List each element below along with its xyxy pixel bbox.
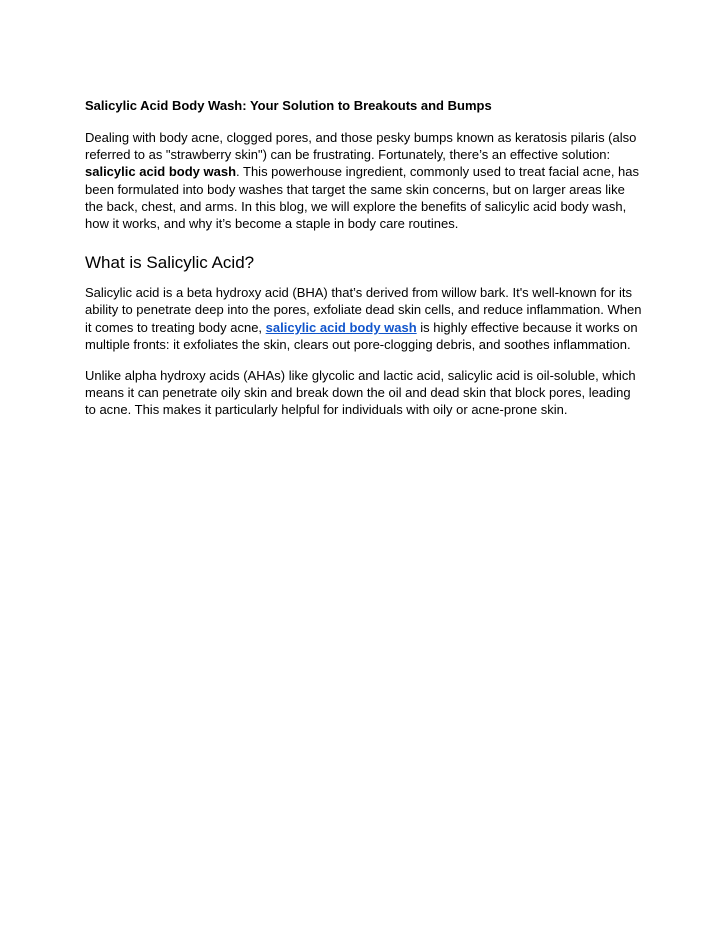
section-p1-text-1: Salicylic acid is a beta hydroxy acid (BHA) that’s derived from willow bark. It's well-known for its ability to penetrate deep into the pores, exfoliate dead skin cells, and reduce inflammation. When it comes to treating body acne, bbox=[85, 285, 642, 335]
intro-paragraph bbox=[85, 129, 642, 232]
intro-bold-term: salicylic acid body wash bbox=[85, 164, 237, 180]
section-heading: What is Salicylic Acid? bbox=[85, 253, 255, 273]
intro-text-2: . This powerhouse ingredient, commonly used to treat facial acne, has been formulated into body washes that target the same skin concerns, but on larger areas like the back, chest, and arms. In this blog, we will explore the benefits of salicylic acid body wash, how it works, and why it’s become a staple in body care routines. bbox=[85, 164, 639, 232]
section-p1-text-2: is highly effective because it works on multiple fronts: it exfoliates the skin, clears out pore-clogging debris, and soothes inflammation. bbox=[85, 319, 638, 352]
section-paragraph-2: Unlike alpha hydroxy acids (AHAs) like glycolic and lactic acid, salicylic acid is oil-soluble, which means it can penetrate oily skin and break down the oil and dead skin that block pores, leading to acne. This makes it particularly helpful for individuals with oily or acne-prone skin. bbox=[85, 368, 636, 418]
document-title: Salicylic Acid Body Wash: Your Solution to Breakouts and Bumps bbox=[85, 98, 492, 113]
salicylic-acid-body-wash-link[interactable]: salicylic acid body wash bbox=[265, 319, 417, 335]
section-paragraph-1 bbox=[85, 284, 642, 353]
intro-text-1: Dealing with body acne, clogged pores, and those pesky bumps known as keratosis pilaris (also referred to as "strawberry skin") can be frustrating. Fortunately, there’s an effective solution: bbox=[85, 130, 637, 163]
